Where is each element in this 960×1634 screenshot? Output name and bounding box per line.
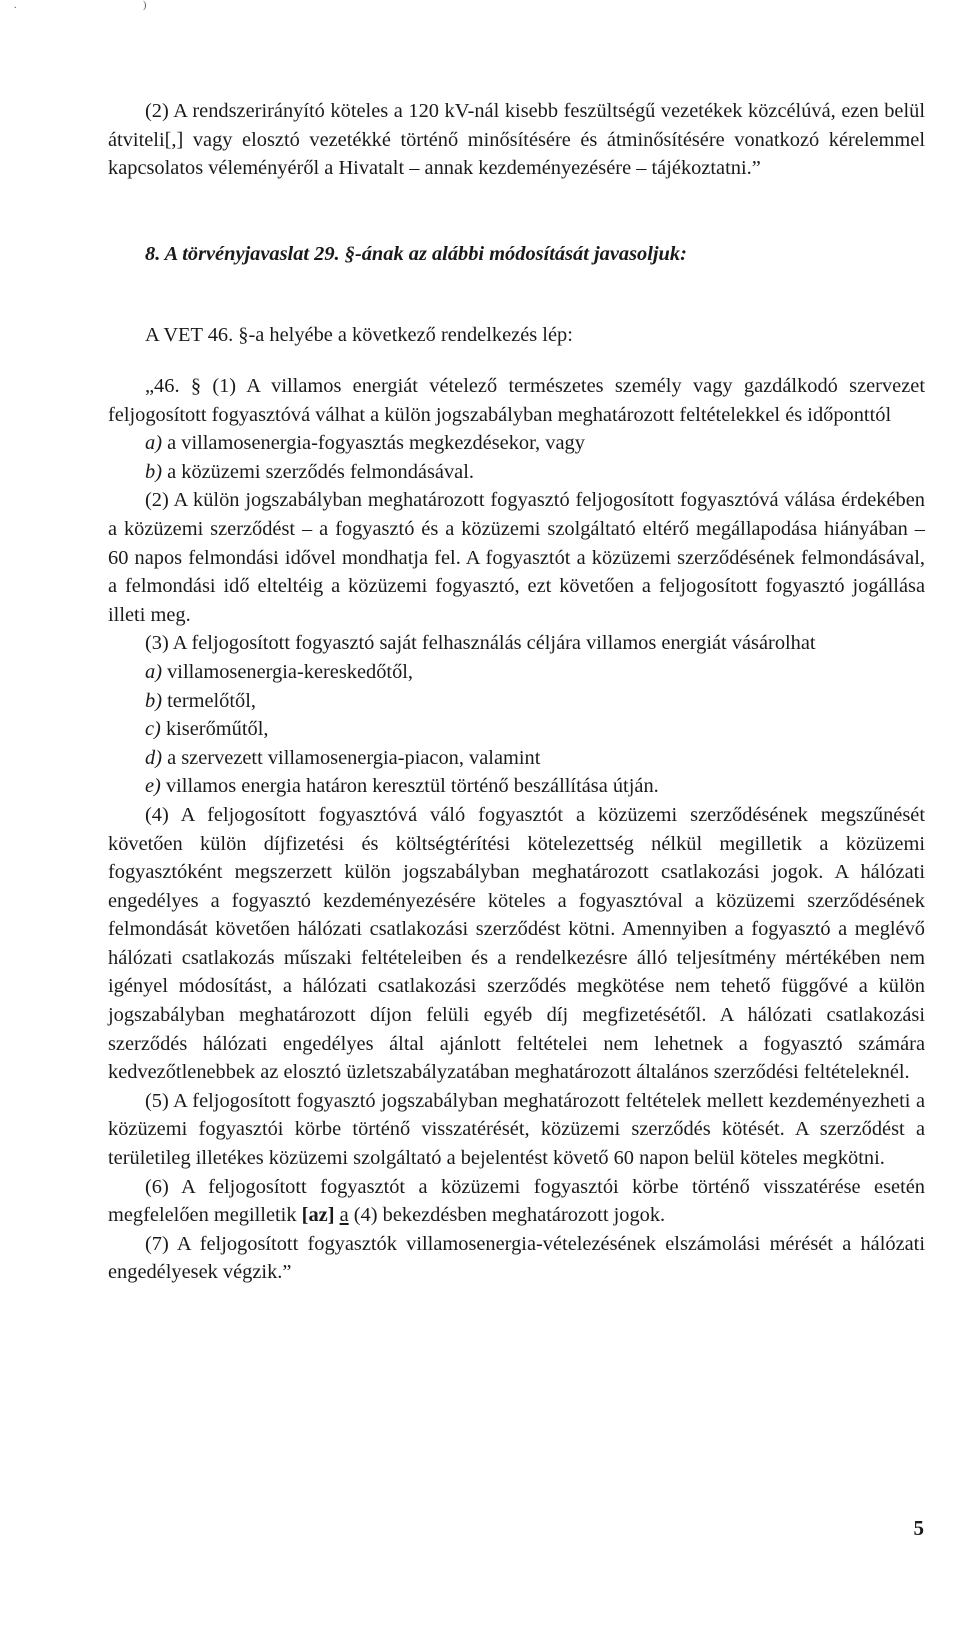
scan-mark-left: . <box>14 0 17 11</box>
amendment-heading: 8. A törvényjavaslat 29. §-ának az alábbi módosítását javasoljuk: <box>145 243 687 265</box>
amendment-heading-block <box>108 240 925 269</box>
section-46-7: (7) A feljogosított fogyasztók villamosenergia-vételezésének elszámolási mérését a hálózati engedélyesek végzik.” <box>108 1232 925 1284</box>
list-letter: b) <box>145 460 162 483</box>
page-number: 5 <box>913 1516 924 1540</box>
list-item-3c <box>108 715 925 744</box>
list-text: villamosenergia-kereskedőtől, <box>162 660 414 683</box>
list-item-3d <box>108 744 925 773</box>
list-item-3b <box>108 687 925 716</box>
list-item-1a <box>108 429 925 458</box>
section-46-body <box>108 372 925 1287</box>
inserted-text: a <box>339 1204 349 1227</box>
list-text: a szervezett villamosenergia-piacon, valamint <box>162 746 541 769</box>
list-letter: a) <box>145 660 162 683</box>
list-letter: b) <box>145 689 162 712</box>
section-46-6-before: (6) A feljogosított fogyasztót a közüzemi fogyasztói körbe történő visszatérése esetén megfelelően megilletik <box>108 1175 925 1227</box>
paragraph-2-tail <box>108 97 925 183</box>
list-item-3e <box>108 772 925 801</box>
section-46-6-after: (4) bekezdésben meghatározott jogok. <box>348 1204 666 1227</box>
intro-block <box>108 321 925 350</box>
section-46-2: (2) A külön jogszabályban meghatározott fogyasztó feljogosított fogyasztóvá válása érdekében a közüzemi szerződést – a fogyasztó és a közüzemi szolgáltató eltérő megállapodása hiányában – 60 napos felmondási idővel mondhatja fel. A fogyasztót a közüzemi szerződésének felmondásával, a felmondási idő elteltéig a közüzemi fogyasztó, ezt követően a feljogosított fogyasztó jogállása illeti meg. <box>108 489 925 626</box>
deleted-text: [az] <box>301 1204 335 1227</box>
section-46-4: (4) A feljogosított fogyasztóvá váló fogyasztót a közüzemi szerződésének megszűnését követően külön díjfizetési és költségtérítési kötelezettség nélkül megilletik a közüzemi fogyasztóként megszerzett külön jogszabályban meghatározott csatlakozási jogok. A hálózati engedélyes a fogyasztó kezdeményezésére köteles a fogyasztóval a közüzemi szerződésének felmondását követően hálózati csatlakozási szerződést kötni. Amennyiben a fogyasztó a meglévő hálózati csatlakozás műszaki feltételeiben és a rendelkezésre álló teljesítmény mértékében nem igényel módosítást, a hálózati csatlakozási szerződés megkötése nem tehető függővé a külön jogszabályban meghatározott díjon felüli egyéb díj megfizetésétől. A hálózati csatlakozási szerződés hálózati engedélyes által ajánlott feltételei nem lehetnek a fogyasztó számára kedvezőtlenebbek az elosztó üzletszabályzatában meghatározott általános szerződési feltételeknél. <box>108 803 925 1084</box>
paragraph-2-text: (2) A rendszerirányító köteles a 120 kV-nál kisebb feszültségű vezetékek közcélúvá, ezen belül átviteli[,] vagy elosztó vezetékké történő minősítésére és átminősítésére vonatkozó kérelemmel kapcsolatos véleményéről a Hivatalt – annak kezdeményezésére – tájékoztatni.” <box>108 100 925 180</box>
list-letter: e) <box>145 775 161 798</box>
section-46-3: (3) A feljogosított fogyasztó saját felhasználás céljára villamos energiát vásárolhat <box>145 632 816 655</box>
list-text: a közüzemi szerződés felmondásával. <box>162 460 474 483</box>
amendment-intro: A VET 46. §-a helyébe a következő rendelkezés lép: <box>145 324 573 346</box>
section-46-5: (5) A feljogosított fogyasztó jogszabályban meghatározott feltételek mellett kezdeményezheti a közüzemi fogyasztói körbe történő visszatérését, közüzemi szerződés kötését. A szerződést a területileg illetékes közüzemi szolgáltató a bejelentést követő 60 napon belül köteles megkötni. <box>108 1089 925 1170</box>
list-text: kiserőműtől, <box>160 718 269 741</box>
section-46-1: „46. § (1) A villamos energiát vételező természetes személy vagy gazdálkodó szervezet feljogosított fogyasztóvá válhat a külön jogszabályban meghatározott feltételekkel és időponttól <box>108 375 925 426</box>
list-letter: a) <box>145 432 162 455</box>
list-letter: d) <box>145 746 162 769</box>
list-text: villamos energia határon keresztül történő beszállítása útján. <box>160 775 659 798</box>
list-letter: c) <box>145 718 161 741</box>
scan-mark-right: ) <box>143 0 147 11</box>
list-text: termelőtől, <box>162 689 256 712</box>
list-text: a villamosenergia-fogyasztás megkezdésekor, vagy <box>162 432 585 455</box>
section-46-6 <box>108 1173 925 1230</box>
list-item-1b <box>108 458 925 487</box>
list-item-3a <box>108 658 925 687</box>
